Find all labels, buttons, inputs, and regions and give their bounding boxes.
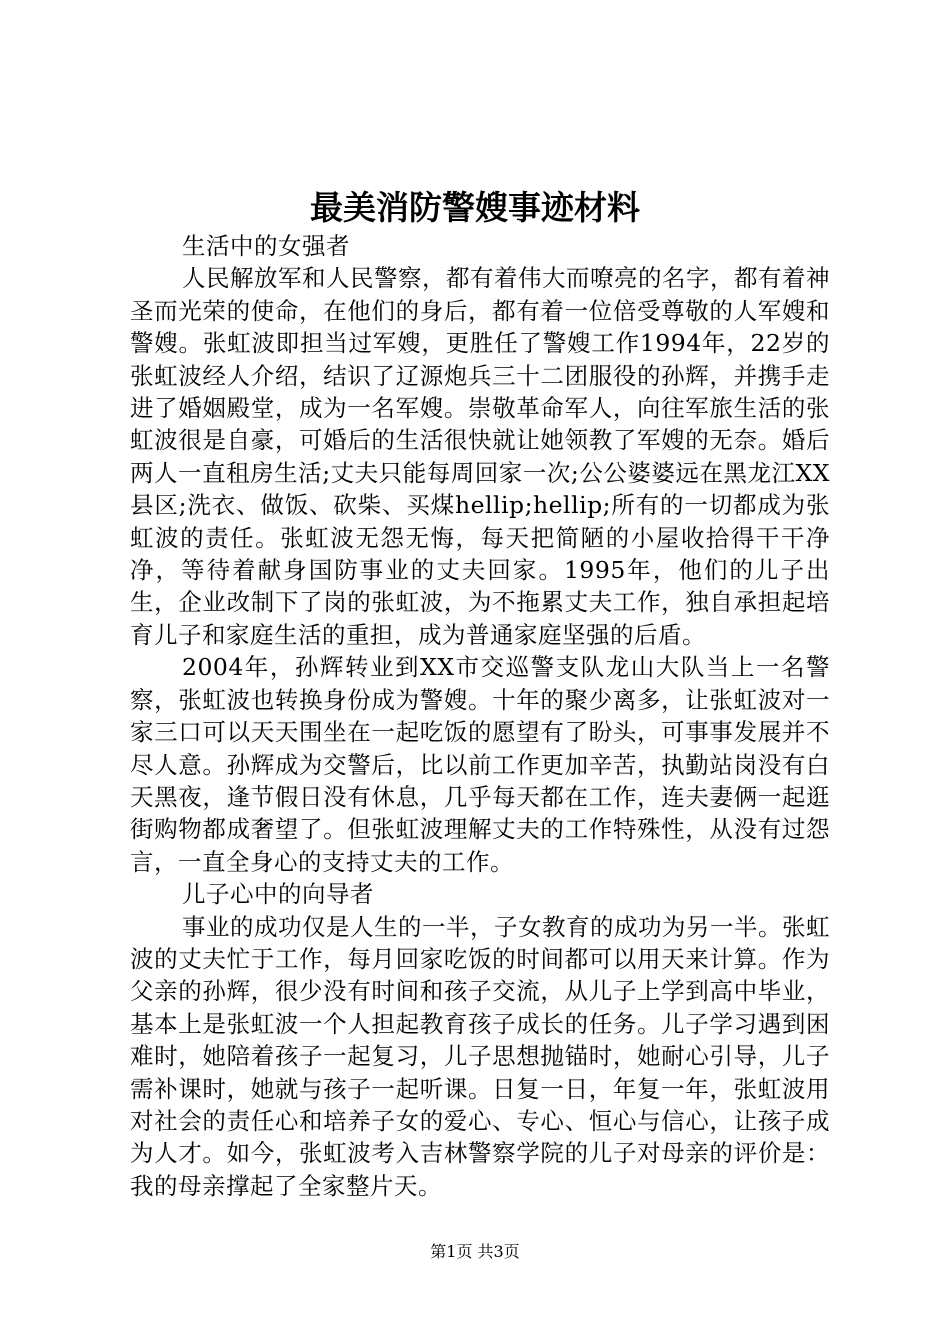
document-title: 最美消防警嫂事迹材料 (310, 188, 640, 227)
document-body (130, 230, 830, 1202)
body-paragraph: 2004年，孙辉转业到XX市交巡警支队龙山大队当上一名警察，张虹波也转换身份成为警嫂。十年的聚少离多，让张虹波对一家三口可以天天围坐在一起吃饭的愿望有了盼头，可事事发展并不尽人意。孙辉成为交警后，比以前工作更加辛苦，执勤站岗没有白天黑夜，逢节假日没有休息，几乎每天都在工作，连夫妻俩一起逛街购物都成奢望了。但张虹波理解丈夫的工作特殊性，从没有过怨言，一直全身心的支持丈夫的工作。 (130, 653, 830, 876)
section-heading: 儿子心中的向导者 (182, 880, 374, 909)
page-footer: 第1页 共3页 (430, 1242, 520, 1261)
body-paragraph: 人民解放军和人民警察，都有着伟大而嘹亮的名字，都有着神圣而光荣的使命，在他们的身后，都有着一位倍受尊敬的人军嫂和警嫂。张虹波即担当过军嫂，更胜任了警嫂工作1994年，22岁的张虹波经人介绍，结识了辽源炮兵三十二团服役的孙辉，并携手走进了婚姻殿堂，成为一名军嫂。崇敬革命军人，向往军旅生活的张虹波很是自豪，可婚后的生活很快就让她领教了军嫂的无奈。婚后两人一直租房生活;丈夫只能每周回家一次;公公婆婆远在黑龙江XX县区;洗衣、做饭、砍柴、买煤hellip;hellip;所有的一切都成为张虹波的责任。张虹波无怨无悔，每天把简陋的小屋收拾得干干净净，等待着献身国防事业的丈夫回家。1995年，他们的儿子出生，企业改制下了岗的张虹波，为不拖累丈夫工作，独自承担起培育儿子和家庭生活的重担，成为普通家庭坚强的后盾。 (130, 264, 830, 649)
section-heading: 生活中的女强者 (182, 232, 350, 260)
body-paragraph: 事业的成功仅是人生的一半，子女教育的成功为另一半。张虹波的丈夫忙于工作，每月回家吃饭的时间都可以用天来计算。作为父亲的孙辉，很少没有时间和孩子交流，从儿子上学到高中毕业，基本上是张虹波一个人担起教育孩子成长的任务。儿子学习遇到困难时，她陪着孩子一起复习，儿子思想抛锚时，她耐心引导，儿子需补课时，她就与孩子一起听课。日复一日，年复一年，张虹波用对社会的责任心和培养子女的爱心、专心、恒心与信心，让孩子成为人才。如今，张虹波考入吉林警察学院的儿子对母亲的评价是：我的母亲撑起了全家整片天。 (130, 912, 830, 1200)
